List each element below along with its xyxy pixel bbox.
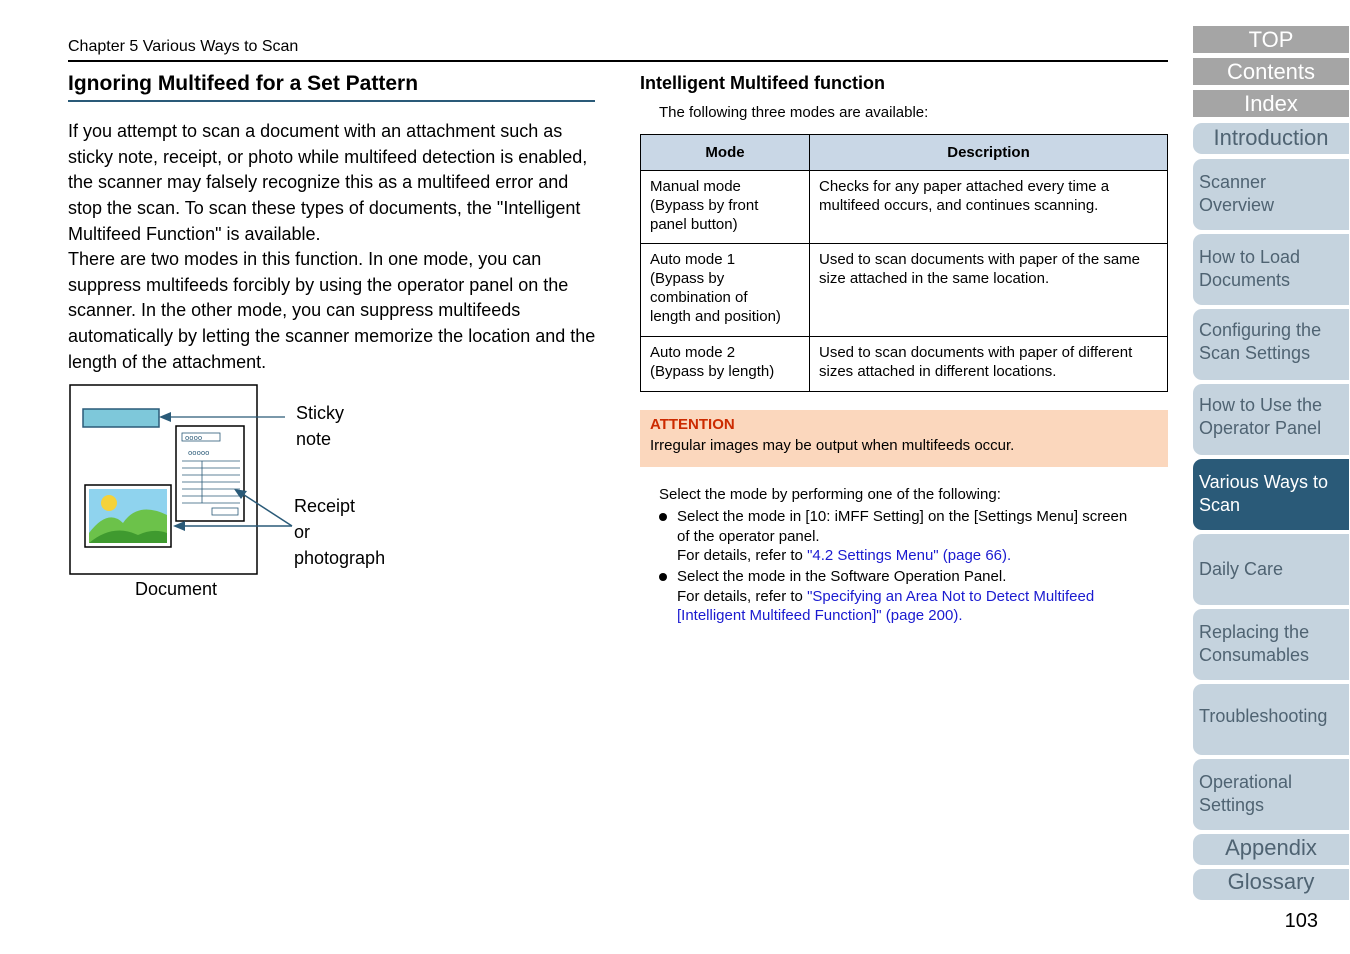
header-rule xyxy=(68,60,1168,62)
bullet-item-1: Select the mode in [10: iMFF Setting] on the [Settings Menu] screen of the operator panel. For details, refer to "4.2 Settings Menu" (page 66). xyxy=(677,508,1128,564)
subsection-heading: Intelligent Multifeed function xyxy=(640,73,885,93)
header-mode: Mode xyxy=(641,135,810,171)
table-row xyxy=(641,244,1168,337)
mode-cell: Auto mode 2 (Bypass by length) xyxy=(641,337,810,392)
body-paragraph-1: If you attempt to scan a document with an attachment such as sticky note, receipt, or photo while multifeed detection is enabled, the scanner may falsely recognize this as a multifeed error and stop the scan. To scan these types of documents, the "Intelligent Multifeed Function" is available. xyxy=(68,121,588,244)
nav-index-button[interactable]: Index xyxy=(1193,90,1349,117)
bullet-item-2: Select the mode in the Software Operation Panel. For details, refer to "Specifying an Area Not to Detect Multifeed [Intelligent Multifeed Function]" (page 200). xyxy=(677,568,1095,624)
table-row xyxy=(641,171,1168,244)
description-cell: Used to scan documents with paper of the same size attached in the same location. xyxy=(810,244,1168,337)
receipt-label-2: or xyxy=(294,522,311,542)
specifying-area-link-cont[interactable]: [Intelligent Multifeed Function]" (page 200) xyxy=(677,607,959,624)
nav-contents-button[interactable]: Contents xyxy=(1193,58,1349,85)
receipt-label-1: Receipt xyxy=(294,496,356,516)
nav-tab-appendix[interactable]: Appendix xyxy=(1193,834,1349,865)
sticky-note-label-2: note xyxy=(296,429,332,449)
specifying-area-link[interactable]: "Specifying an Area Not to Detect Multifeed xyxy=(807,587,1095,605)
nav-tab-scanner-overview[interactable]: Scanner Overview xyxy=(1193,159,1349,230)
sticky-note-shape xyxy=(83,409,159,427)
modes-intro: The following three modes are available: xyxy=(659,104,929,121)
attention-title: ATTENTION xyxy=(650,416,735,433)
document-label: Document xyxy=(135,579,218,599)
description-cell: Checks for any paper attached every time a multifeed occurs, and continues scanning. xyxy=(810,171,1168,244)
modes-table xyxy=(640,134,1168,392)
nav-tab-operator-panel[interactable]: How to Use the Operator Panel xyxy=(1193,384,1349,455)
nav-tab-various-ways[interactable]: Various Ways to Scan xyxy=(1193,459,1349,530)
receipt-label-3: photograph xyxy=(294,548,386,568)
table-row xyxy=(641,337,1168,392)
nav-tab-replacing[interactable]: Replacing the Consumables xyxy=(1193,609,1349,680)
nav-tab-glossary[interactable]: Glossary xyxy=(1193,869,1349,900)
nav-tab-troubleshooting[interactable]: Troubleshooting xyxy=(1193,684,1349,755)
svg-text:ooooo: ooooo xyxy=(188,449,210,457)
description-cell: Used to scan documents with paper of different sizes attached in different locations. xyxy=(810,337,1168,392)
nav-tab-operational[interactable]: Operational Settings xyxy=(1193,759,1349,830)
bullet-icon xyxy=(659,513,667,521)
attention-box xyxy=(640,410,1168,467)
chapter-header: Chapter 5 Various Ways to Scan xyxy=(68,38,299,55)
nav-tab-daily-care[interactable]: Daily Care xyxy=(1193,534,1349,605)
bullet-icon xyxy=(659,573,667,581)
section-rule xyxy=(68,100,595,102)
attachment-figure xyxy=(68,383,398,603)
mode-cell: Manual mode (Bypass by front panel button) xyxy=(641,171,810,244)
svg-text:oooo: oooo xyxy=(185,434,203,442)
nav-tab-configuring[interactable]: Configuring the Scan Settings xyxy=(1193,309,1349,380)
nav-tab-introduction[interactable]: Introduction xyxy=(1193,123,1349,154)
mode-cell: Auto mode 1 (Bypass by combination of length and position) xyxy=(641,244,810,337)
settings-menu-link[interactable]: "4.2 Settings Menu" (page 66) xyxy=(807,547,1007,564)
sticky-note-label-1: Sticky xyxy=(296,403,345,423)
attention-text: Irregular images may be output when multifeeds occur. xyxy=(650,437,1015,454)
nav-top-button[interactable]: TOP xyxy=(1193,26,1349,53)
nav-tab-how-to-load[interactable]: How to Load Documents xyxy=(1193,234,1349,305)
section-title: Ignoring Multifeed for a Set Pattern xyxy=(68,72,419,95)
table-header-row xyxy=(641,135,1168,171)
page-number: 103 xyxy=(1284,910,1318,932)
body-paragraph-2: There are two modes in this function. In one mode, you can suppress multifeeds forcibly by using the operator panel on the scanner. In the other mode, you can suppress multifeeds automatically by letting the scanner memorize the location and the length of the attachment. xyxy=(68,249,596,372)
select-intro: Select the mode by performing one of the following: xyxy=(659,486,1001,503)
header-description: Description xyxy=(810,135,1168,171)
